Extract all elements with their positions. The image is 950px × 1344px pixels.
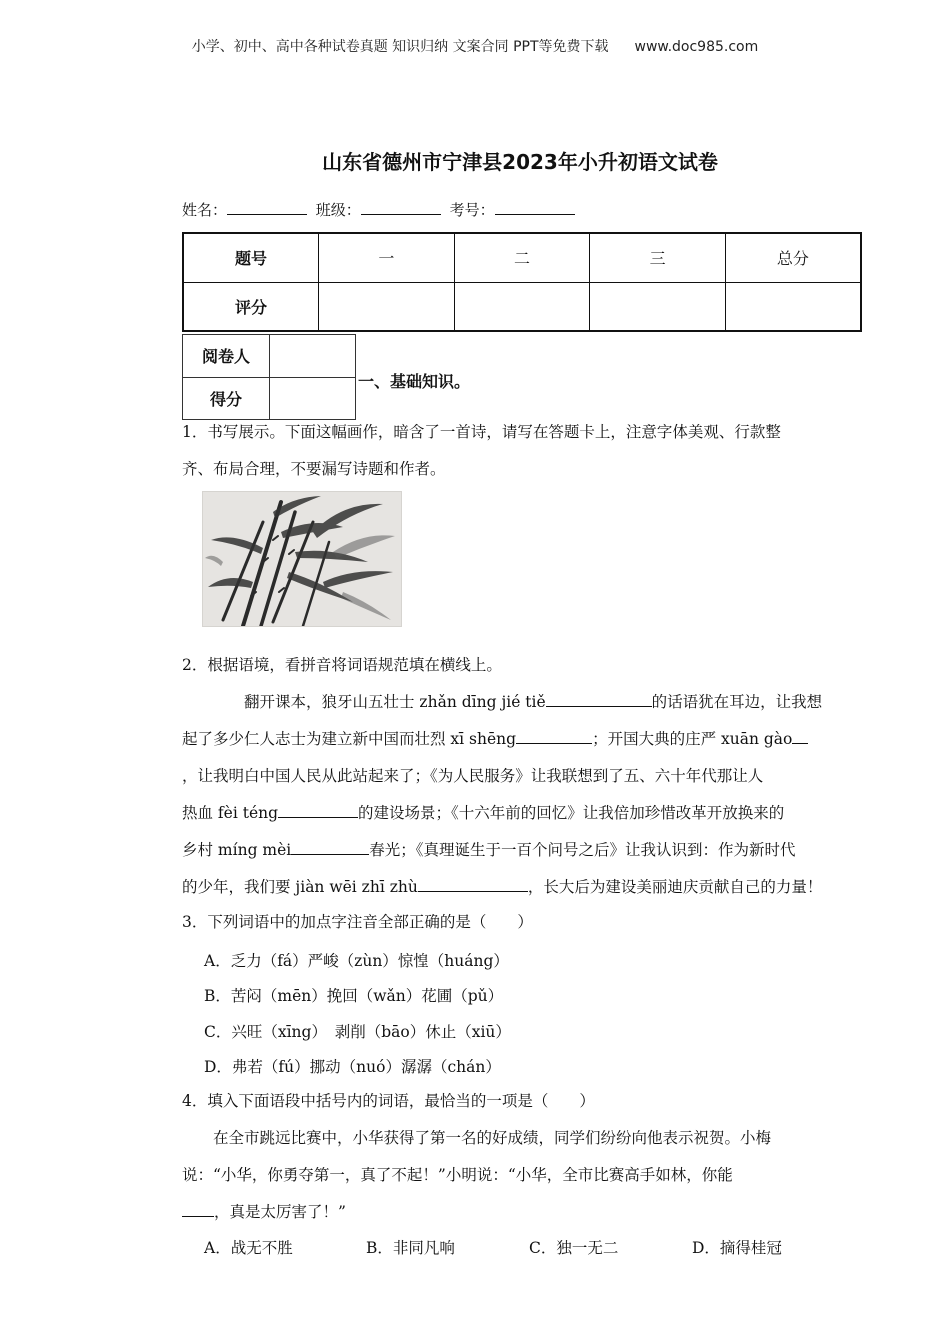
q2-text: 的建设场景；《十六年前的回忆》让我倍加珍惜改革开放换来的	[358, 804, 785, 822]
name-field[interactable]	[227, 200, 307, 215]
q2-text: 翻开课本，狼牙山五壮士 zhǎn dīng jié tiě	[244, 693, 546, 711]
q2-line	[182, 869, 862, 906]
q2-text: ；开国大典的庄严 xuān gào	[592, 730, 793, 748]
q2-text: 的少年，我们要 jiàn wēi zhī zhù	[182, 878, 418, 896]
blank-xuan-gao[interactable]	[792, 727, 808, 744]
q2-text: 的话语犹在耳边，让我想	[651, 693, 823, 711]
page-title: 山东省德州市宁津县2023年小升初语文试卷	[322, 150, 718, 174]
blank-zhan-ding-jie-tie[interactable]	[546, 690, 652, 707]
exam-no-field[interactable]	[495, 200, 575, 215]
score-cell: 题号	[183, 233, 319, 282]
score-cell: 总分	[725, 233, 861, 282]
q2-line	[182, 721, 862, 758]
score-cell: 二	[454, 233, 590, 282]
blank-ming-mei[interactable]	[291, 838, 369, 855]
bamboo-painting-graphic	[203, 492, 401, 626]
q3-option-b[interactable]: B．苦闷（mēn）挽回（wǎn）花圃（pǔ）	[204, 987, 504, 1005]
score-input-cell[interactable]	[590, 282, 726, 331]
q3-option-d[interactable]: D．弗若（fú）挪动（nuó）潺潺（chán）	[204, 1058, 501, 1076]
q4-line	[182, 1194, 862, 1231]
score-table-score-row	[183, 282, 861, 331]
score-table	[182, 232, 862, 332]
name-label: 姓名：	[182, 201, 228, 219]
reviewer-score-label: 得分	[183, 377, 270, 420]
reviewer-table	[182, 334, 356, 420]
question-3-stem: 3．下列词语中的加点字注音全部正确的是（ ）	[182, 913, 533, 931]
student-info	[182, 199, 579, 220]
score-input-cell[interactable]	[725, 282, 861, 331]
header-text: 小学、初中、高中各种试卷真题 知识归纳 文案合同 PPT等免费下载	[191, 39, 609, 55]
blank-q4[interactable]	[182, 1200, 214, 1217]
q4-text: ，真是太厉害了！”	[214, 1203, 346, 1221]
q2-text: 起了多少仁人志士为建立新中国而壮烈 xī shēng	[182, 730, 517, 748]
class-field[interactable]	[361, 200, 441, 215]
q2-line	[182, 832, 862, 869]
q4-option-d[interactable]: D．摘得桂冠	[692, 1239, 782, 1257]
q2-text: ，长大后为建设美丽迪庆贡献自己的力量！	[527, 878, 823, 896]
q3-option-a[interactable]: A．乏力（fá）严峻（zùn）惊惶（huáng）	[204, 952, 509, 970]
page-header	[0, 36, 950, 56]
score-cell: 三	[590, 233, 726, 282]
q2-line: ，让我明白中国人民从此站起来了；《为人民服务》让我联想到了五、六十年代那让人	[182, 767, 764, 785]
q2-line	[182, 684, 862, 721]
score-cell: 评分	[183, 282, 319, 331]
blank-xi-sheng[interactable]	[516, 727, 592, 744]
reviewer-input-cell[interactable]	[270, 335, 356, 378]
question-4	[182, 1083, 862, 1231]
score-cell: 一	[319, 233, 455, 282]
q4-line: 在全市跳远比赛中，小华获得了第一名的好成绩，同学们纷纷向他表示祝贺。小梅	[213, 1129, 772, 1147]
q4-line: 说：“小华，你勇夺第一，真了不起！”小明说：“小华，全市比赛高手如林，你能	[182, 1166, 733, 1184]
q2-line	[182, 795, 862, 832]
class-label: 班级：	[315, 201, 361, 219]
exam-no-label: 考号：	[449, 201, 495, 219]
question-2	[182, 647, 862, 906]
q1-line: 齐、布局合理，不要漏写诗题和作者。	[182, 460, 446, 478]
q4-option-a[interactable]: A．战无不胜	[204, 1239, 293, 1257]
score-table-header-row	[183, 233, 861, 282]
score-input-cell[interactable]	[454, 282, 590, 331]
blank-jian-wei-zhi-zhu[interactable]	[418, 875, 528, 892]
section-title: 一、基础知识。	[358, 372, 471, 391]
reviewer-label: 阅卷人	[183, 335, 270, 378]
header-site[interactable]: www.doc985.com	[634, 39, 759, 55]
blank-fei-teng[interactable]	[278, 801, 358, 818]
q2-text: 乡村 míng mèi	[182, 841, 292, 859]
question-1	[182, 414, 862, 488]
q1-line: 1．书写展示。下面这幅画作，暗含了一首诗，请写在答题卡上，注意字体美观、行款整	[182, 423, 781, 441]
q2-text: 春光；《真理诞生于一百个问号之后》让我认识到：作为新时代	[369, 841, 796, 859]
q3-option-c[interactable]: C．兴旺（xīng） 剥削（bāo）休止（xiū）	[204, 1023, 511, 1041]
q4-option-b[interactable]: B．非同凡响	[366, 1239, 455, 1257]
q4-option-c[interactable]: C．独一无二	[529, 1239, 619, 1257]
score-input-cell[interactable]	[319, 282, 455, 331]
q2-stem: 2．根据语境，看拼音将词语规范填在横线上。	[182, 656, 502, 674]
bamboo-painting	[202, 491, 402, 627]
q4-stem: 4．填入下面语段中括号内的词语，最恰当的一项是（ ）	[182, 1092, 595, 1110]
q2-text: 热血 fèi téng	[182, 804, 279, 822]
